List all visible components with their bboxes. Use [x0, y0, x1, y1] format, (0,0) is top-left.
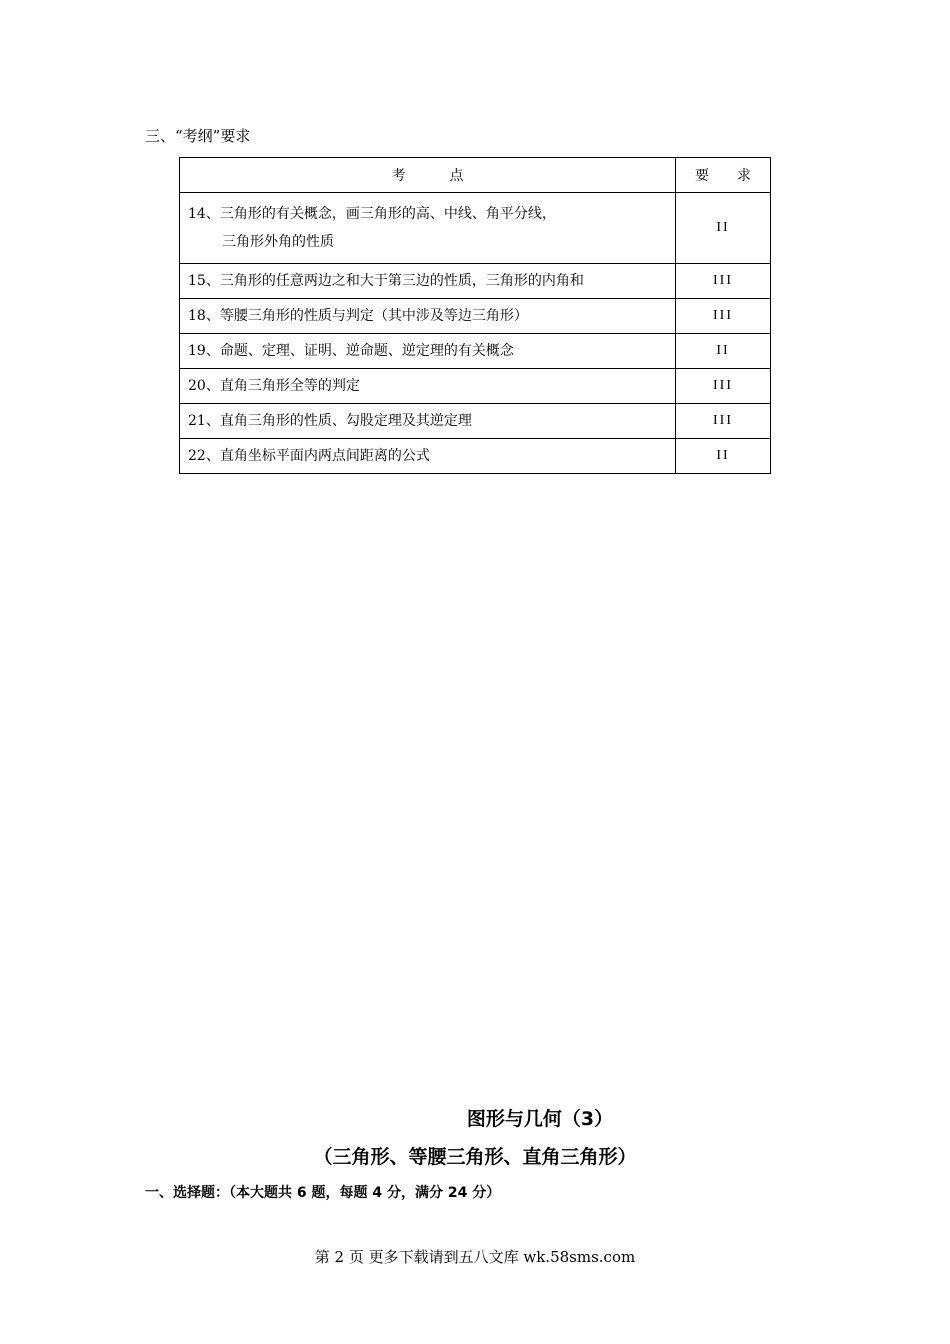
requirements-table [179, 157, 771, 474]
header-req-char-1: 要 [695, 168, 709, 184]
point-cell: 15、三角形的任意两边之和大于第三边的性质，三角形的内角和 [180, 264, 676, 299]
level-cell: III [676, 404, 771, 439]
table-row [180, 264, 771, 299]
point-cell: 20、直角三角形全等的判定 [180, 369, 676, 404]
level-cell: II [676, 193, 771, 264]
point-cell: 22、直角坐标平面内两点间距离的公式 [180, 439, 676, 474]
table-row [180, 439, 771, 474]
header-requirement [676, 158, 771, 193]
table-row [180, 193, 771, 264]
question-section-heading: 一、选择题：（本大题共 6 题，每题 4 分，满分 24 分） [145, 1185, 501, 1201]
point-text-continued: 三角形外角的性质 [222, 234, 334, 250]
header-point-char-2: 点 [449, 168, 464, 184]
level-cell: III [676, 299, 771, 334]
header-req-char-2: 求 [737, 168, 751, 184]
point-cell: 21、直角三角形的性质、勾股定理及其逆定理 [180, 404, 676, 439]
chapter-title: 图形与几何（3） [466, 1108, 614, 1130]
table-header-row [180, 158, 771, 193]
point-cell [180, 193, 676, 264]
point-cell: 18、等腰三角形的性质与判定（其中涉及等边三角形） [180, 299, 676, 334]
table-row [180, 404, 771, 439]
level-cell: III [676, 264, 771, 299]
table-row [180, 369, 771, 404]
chapter-subtitle: （三角形、等腰三角形、直角三角形） [313, 1146, 637, 1168]
section-heading: 三、“考纲”要求 [145, 127, 251, 145]
table-row [180, 334, 771, 369]
point-cell: 19、命题、定理、证明、逆命题、逆定理的有关概念 [180, 334, 676, 369]
point-text: 14、三角形的有关概念，画三角形的高、中线、角平分线， [188, 206, 556, 222]
header-point-char-1: 考 [391, 168, 406, 184]
level-cell: III [676, 369, 771, 404]
level-cell: II [676, 334, 771, 369]
level-cell: II [676, 439, 771, 474]
page-footer: 第 2 页 更多下载请到五八文库 wk.58sms.com [314, 1248, 636, 1266]
table-row [180, 299, 771, 334]
header-point [180, 158, 676, 193]
